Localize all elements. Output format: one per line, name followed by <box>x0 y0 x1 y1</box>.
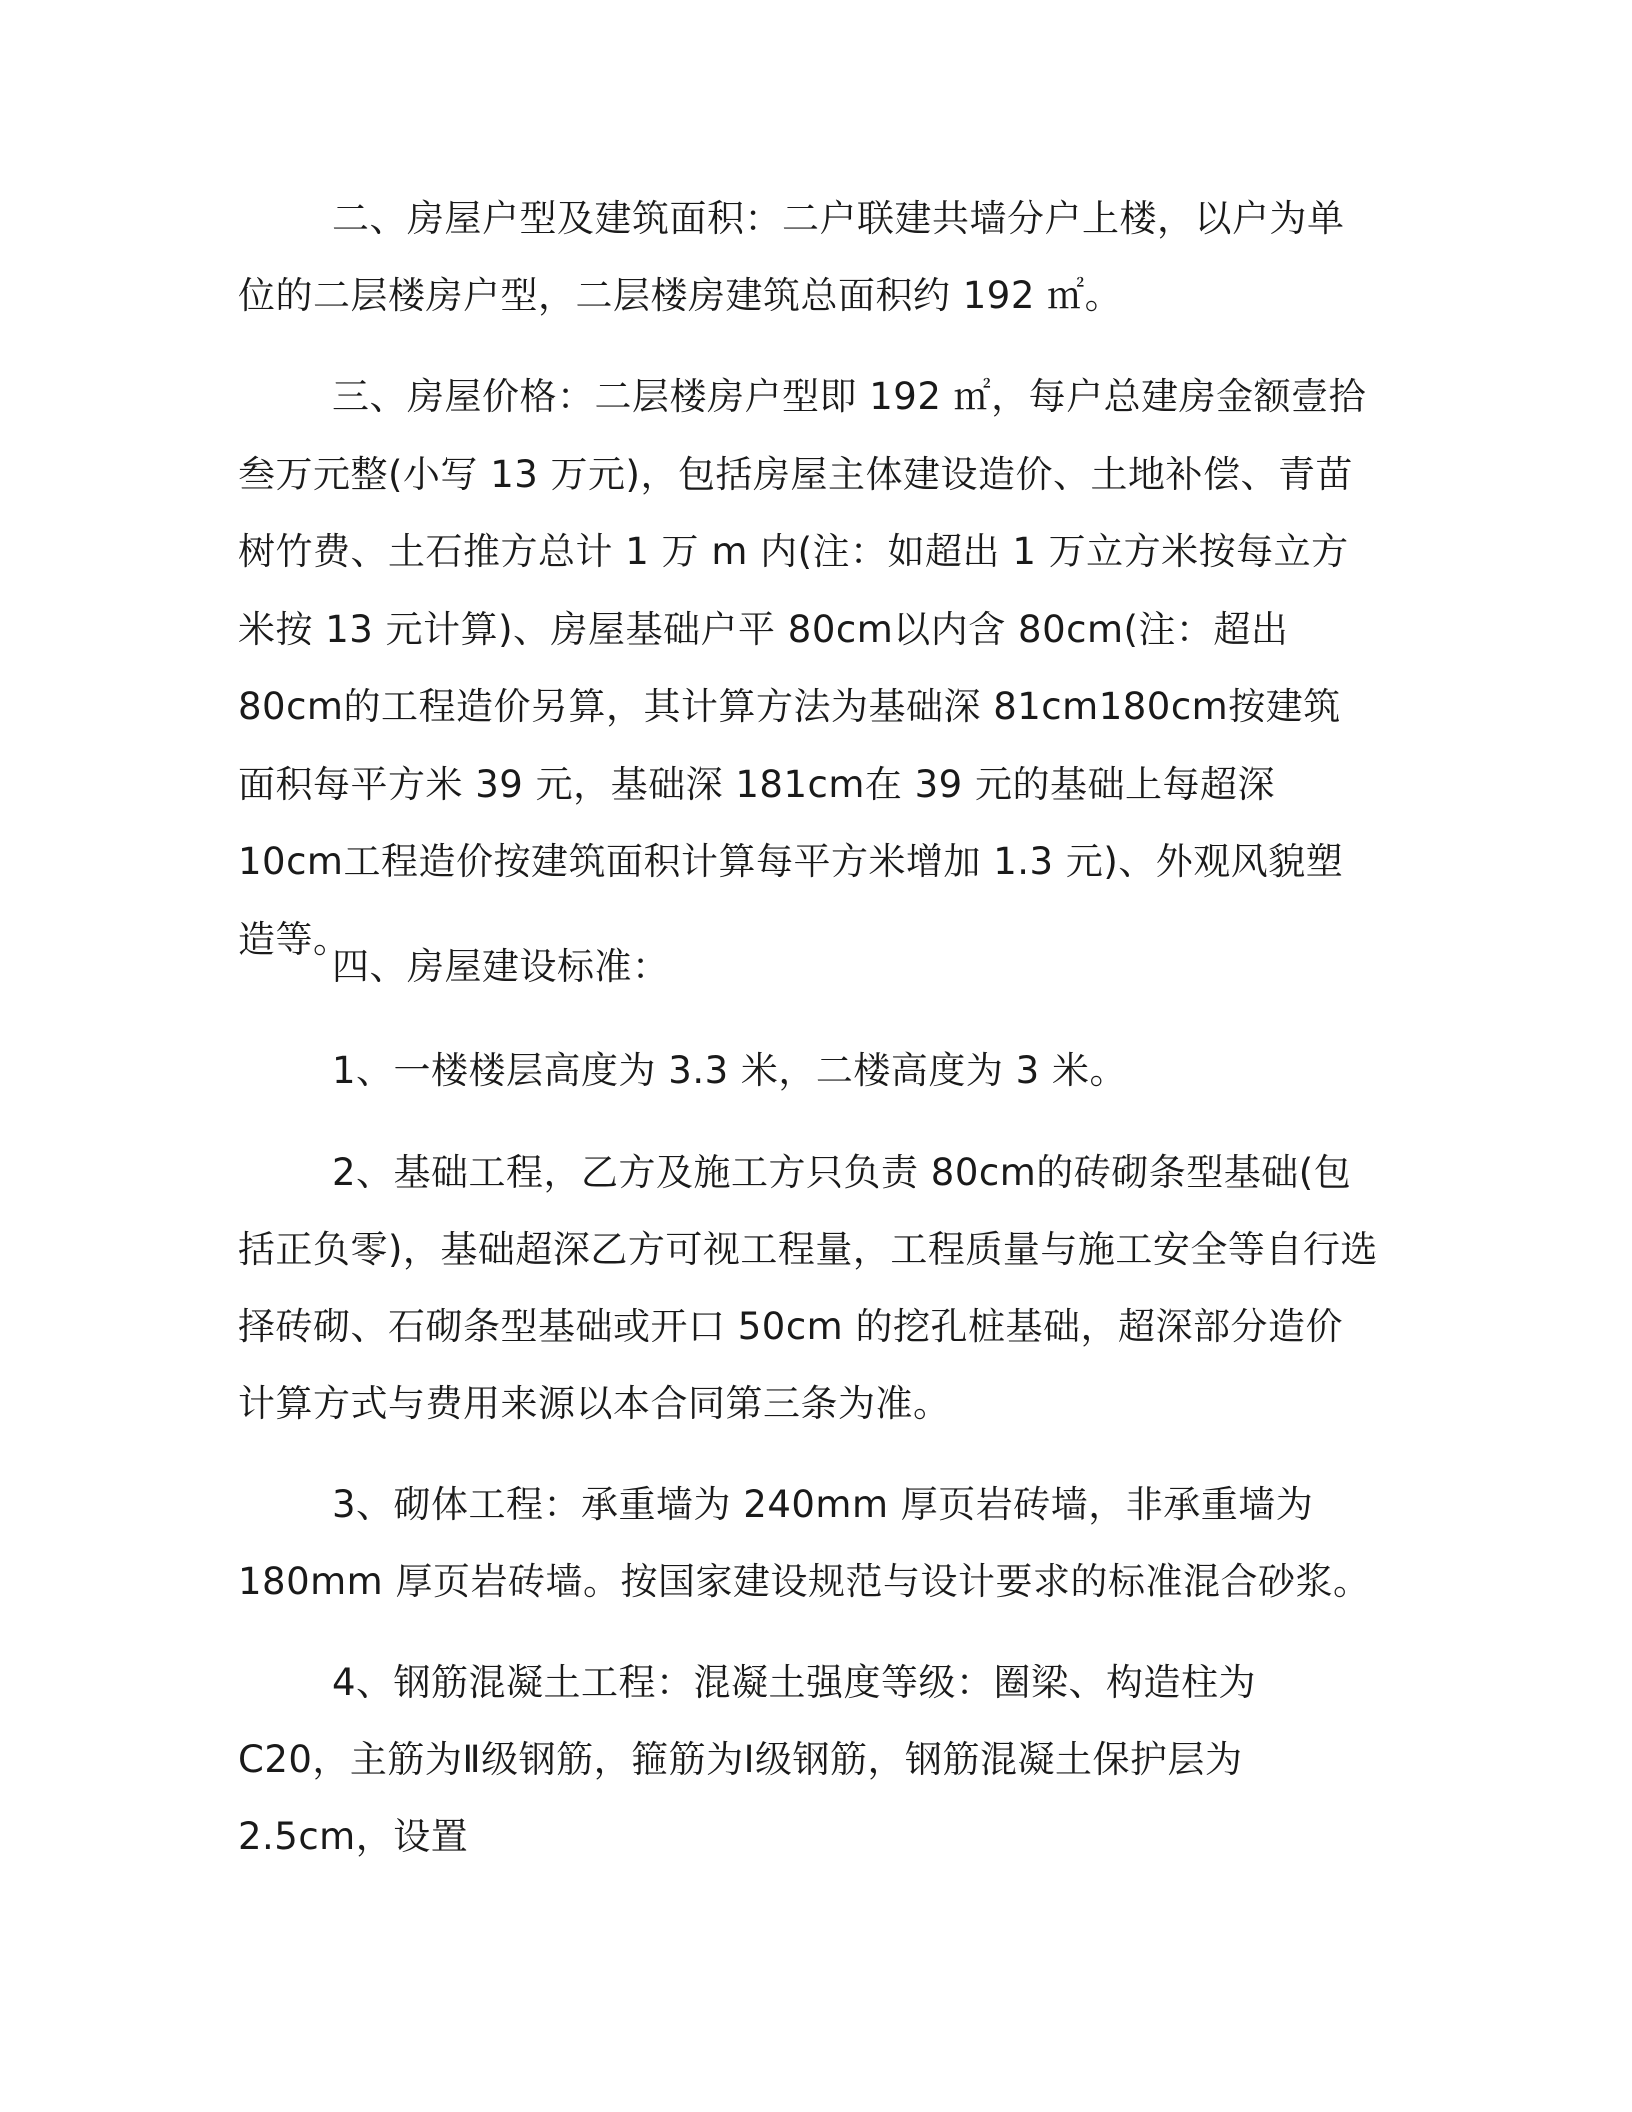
paragraph-text: 2、基础工程，乙方及施工方只负责 80cm的砖砌条型基础(包括正负零)，基础超深乙方可视工程量，工程质量与施工安全等自行选择砖砌、石砌条型基础或开口 50cm 的挖孔桩基础，超深部分造价计算方式与费用来源以本合同第三条为准。 <box>238 1151 1378 1425</box>
item-foundation-paragraph <box>238 1134 1378 1442</box>
paragraph-text: 三、房屋价格：二层楼房户型即 192 ㎡，每户总建房金额壹拾叁万元整(小写 13 万元)，包括房屋主体建设造价、土地补偿、青苗树竹费、土石推方总计 1 万 m 内(注：如超出 1 万立方米按每立方米按 13 元计算)、房屋基础户平 80cm以内含 80cm(注：超出 80cm的工程造价另算，其计算方法为基础深 81cm180cm按建筑面积每平方米 39 元，基础深 181cm在 39 元的基础上每超深 10cm工程造价按建筑面积计算每平方米增加 1.3 元)、外观风貌塑造等。 <box>238 375 1367 961</box>
section-construction-standard-heading <box>238 928 1378 1005</box>
item-reinforced-concrete-paragraph <box>238 1644 1378 1875</box>
section-house-price-paragraph <box>238 358 1378 978</box>
paragraph-text: 3、砌体工程：承重墙为 240mm 厚页岩砖墙，非承重墙为 180mm 厚页岩砖墙。按国家建设规范与设计要求的标准混合砂浆。 <box>238 1483 1371 1603</box>
item-floor-height-paragraph <box>238 1032 1378 1109</box>
item-masonry-paragraph <box>238 1466 1378 1620</box>
section-house-type-paragraph <box>238 180 1378 334</box>
paragraph-text: 1、一楼楼层高度为 3.3 米，二楼高度为 3 米。 <box>332 1049 1127 1092</box>
paragraph-text: 二、房屋户型及建筑面积：二户联建共墙分户上楼，以户为单位的二层楼房户型，二层楼房建筑总面积约 192 ㎡。 <box>238 197 1345 317</box>
paragraph-text: 四、房屋建设标准： <box>332 945 670 988</box>
paragraph-text: 4、钢筋混凝土工程：混凝土强度等级：圈梁、构造柱为 C20，主筋为Ⅱ级钢筋，箍筋为Ⅰ级钢筋，钢筋混凝土保护层为 2.5cm，设置 <box>238 1661 1257 1858</box>
